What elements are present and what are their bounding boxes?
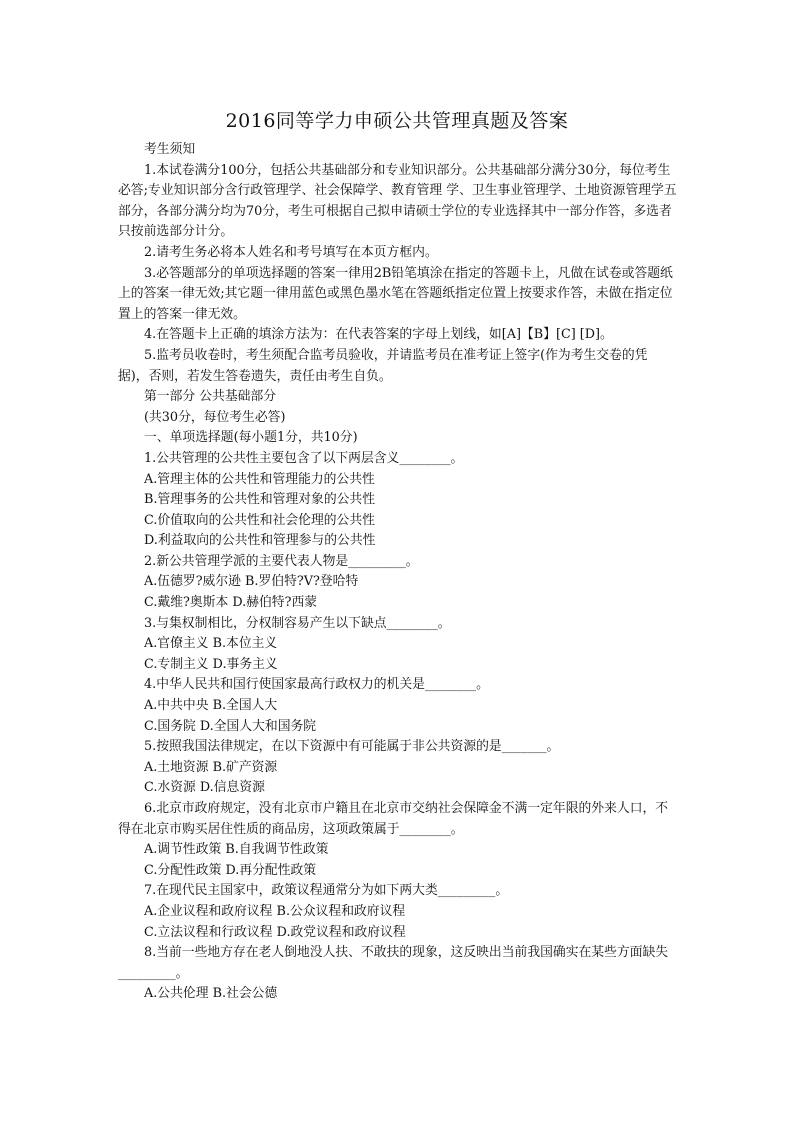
question-option: A.调节性政策 B.自我调节性政策 (144, 842, 329, 858)
question-option: D.利益取向的公共性和管理参与的公共性 (144, 533, 376, 549)
question: 8.当前一些地方存在老人倒地没人扶、不敢扶的现象，这反映出当前我国确实在某些方面缺失_________。 (118, 945, 669, 981)
section-heading: 一、单项选择题(每小题1分，共10分) (144, 430, 358, 446)
question-option: A.中共中央 B.全国人大 (144, 698, 278, 714)
part-subheading: (共30分，每位考生必答) (144, 409, 286, 425)
part-heading: 第一部分 公共基础部分 (144, 389, 277, 405)
question: 4.中华人民共和国行使国家最高行政权力的机关是________。 (144, 677, 489, 693)
question-option: A.土地资源 B.矿产资源 (144, 759, 278, 775)
question: 2.新公共管理学派的主要代表人物是_________。 (144, 553, 419, 569)
page-title: 2016同等学力申硕公共管理真题及答案 (225, 110, 569, 132)
notice-item: 5.监考员收卷时，考生须配合监考员验收，并请监考员在准考证上签字(作为考生交卷的凭据)，否则，若发生答卷遗失，责任由考生自负。 (118, 347, 648, 384)
question-option: A.企业议程和政府议程 B.公众议程和政府议程 (144, 903, 406, 919)
question-option: C.立法议程和行政议程 D.政党议程和政府议程 (144, 924, 406, 940)
question: 6.北京市政府规定，没有北京市户籍且在北京市交纳社会保障金不满一定年限的外来人口，不得在北京市购买居住性质的商品房，这项政策属于________。 (118, 801, 669, 837)
question-option: C.分配性政策 D.再分配性政策 (144, 862, 317, 878)
question: 7.在现代民主国家中，政策议程通常分为如下两大类_________。 (144, 883, 509, 899)
question: 3.与集权制相比，分权制容易产生以下缺点________。 (144, 615, 451, 631)
question: 5.按照我国法律规定，在以下资源中有可能属于非公共资源的是_______。 (144, 739, 560, 755)
question-option: C.价值取向的公共性和社会伦理的公共性 (144, 512, 375, 528)
document-body (118, 140, 678, 1005)
question-option: C.专制主义 D.事务主义 (144, 656, 278, 672)
question-option: A.官僚主义 B.本位主义 (144, 636, 278, 652)
question-option: C.国务院 D.全国人大和国务院 (144, 718, 317, 734)
notice-heading: 考生须知 (144, 142, 196, 157)
question-option: C.水资源 D.信息资源 (144, 780, 265, 796)
notice-item: 1.本试卷满分100分，包括公共基础部分和专业知识部分。公共基础部分满分30分，每位考生必答;专业知识部分含行政管理学、社会保障学、教育管理 学、卫生事业管理学、土地资源管理学五部分，各部分满分均为70分，考生可根据自己拟申请硕士学位的专业选择其中一部分作答，多选者只按前选部分计分。 (118, 162, 677, 240)
question: 1.公共管理的公共性主要包含了以下两层含义________。 (144, 450, 464, 466)
question-option: A.伍德罗?威尔逊 B.罗伯特?V?登哈特 (144, 574, 359, 590)
question-option: B.管理事务的公共性和管理对象的公共性 (144, 492, 376, 508)
notice-item: 3.必答题部分的单项选择题的答案一律用2B铅笔填涂在指定的答题卡上，凡做在试卷或答题纸上的答案一律无效;其它题一律用蓝色或黑色墨水笔在答题纸指定位置上按要求作答，未做在指定位置上的答案一律无效。 (118, 265, 673, 322)
question-option: C.戴维?奥斯本 D.赫伯特?西蒙 (144, 595, 318, 611)
notice-item: 4.在答题卡上正确的填涂方法为：在代表答案的字母上划线，如[A]【B】[C] [D]。 (144, 327, 613, 343)
notice-item: 2.请考生务必将本人姓名和考号填写在本页方框内。 (144, 244, 438, 260)
question-option: A.管理主体的公共性和管理能力的公共性 (144, 471, 375, 487)
question-option: A.公共伦理 B.社会公德 (144, 986, 278, 1002)
